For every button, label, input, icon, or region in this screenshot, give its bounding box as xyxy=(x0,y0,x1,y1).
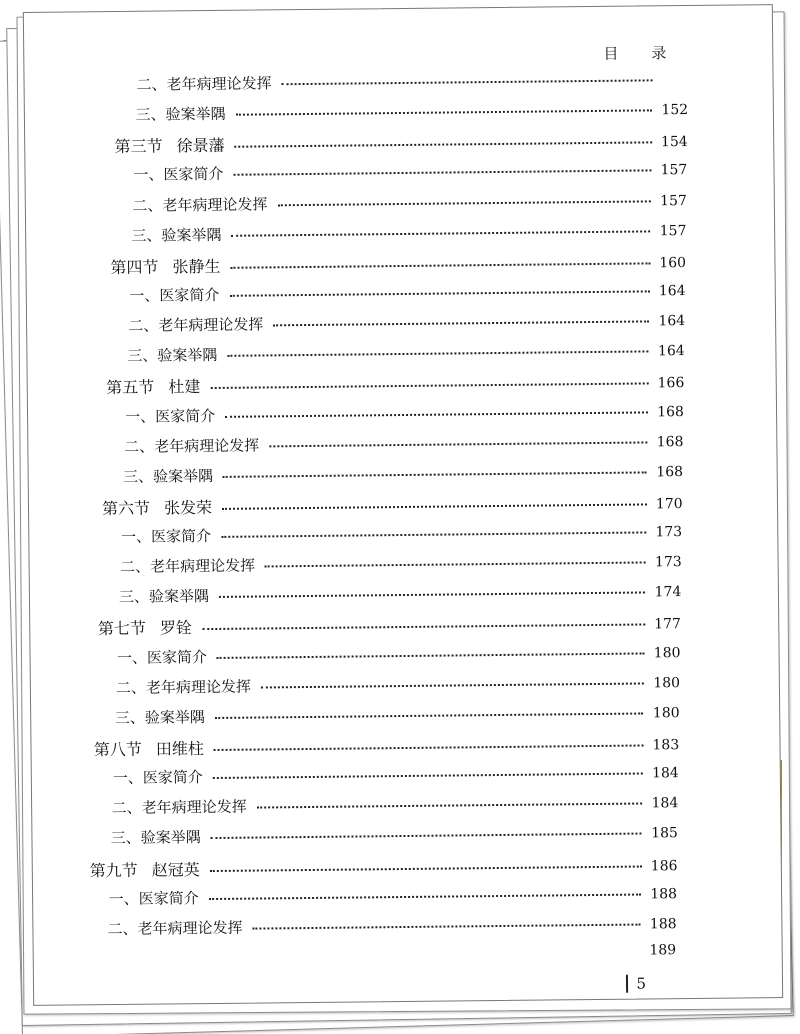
toc-section xyxy=(102,490,683,519)
entry-title: 一、医家简介 xyxy=(129,285,220,305)
section-title xyxy=(102,495,212,519)
toc-section xyxy=(110,249,686,278)
toc-entry xyxy=(120,550,682,577)
section-name: 张发荣 xyxy=(164,497,213,518)
dot-leader xyxy=(253,923,641,929)
toc-entry xyxy=(124,430,683,457)
entry-page: 185 xyxy=(651,825,678,842)
entry-title: 三、验案举隅 xyxy=(135,104,226,124)
dot-leader xyxy=(236,109,653,115)
dot-leader xyxy=(217,652,645,658)
entry-title: 三、验案举隅 xyxy=(118,587,210,607)
entry-page: 184 xyxy=(651,765,679,782)
toc-entry xyxy=(119,580,682,607)
dot-leader xyxy=(202,624,645,631)
entry-title: 一、医家简介 xyxy=(133,165,224,185)
toc-section xyxy=(114,128,687,157)
dot-leader xyxy=(213,773,643,780)
entry-page: 189 xyxy=(649,942,677,959)
entry-page: 152 xyxy=(661,102,689,119)
dot-leader xyxy=(269,441,647,447)
entry-title: 一、医家简介 xyxy=(112,768,203,788)
section-number: 第五节 xyxy=(106,377,155,398)
entry-page: 174 xyxy=(654,584,682,601)
section-title xyxy=(114,133,224,157)
toc-entry xyxy=(112,791,679,818)
entry-page: 157 xyxy=(660,192,687,209)
toc-entry xyxy=(113,761,679,788)
entry-title: 二、老年病理论发挥 xyxy=(124,436,260,456)
dot-leader xyxy=(211,833,642,840)
section-number: 第九节 xyxy=(89,860,138,880)
section-name: 杜建 xyxy=(168,377,201,397)
toc-entry xyxy=(132,189,687,216)
entry-page: 180 xyxy=(653,644,681,661)
section-title xyxy=(106,374,200,398)
entry-title: 一、医家简介 xyxy=(116,647,208,667)
toc-entry xyxy=(123,460,683,487)
dot-leader xyxy=(261,682,644,688)
dot-leader xyxy=(282,79,653,85)
entry-page: 164 xyxy=(657,343,685,360)
dot-leader xyxy=(230,262,650,268)
page-footer xyxy=(626,974,646,992)
dot-leader xyxy=(222,503,646,509)
toc-entry xyxy=(121,520,682,547)
entry-page: 180 xyxy=(653,674,681,692)
entry-page: 164 xyxy=(658,313,686,330)
entry-title: 一、医家简介 xyxy=(120,527,212,547)
entry-page: 166 xyxy=(657,375,685,392)
toc-entry xyxy=(128,309,685,336)
entry-page: 186 xyxy=(650,857,678,875)
section-name: 徐景藩 xyxy=(176,136,225,156)
dot-leader xyxy=(219,592,645,598)
page-number: 5 xyxy=(636,974,647,993)
toc-entry xyxy=(133,158,687,185)
entry-title: 二、老年病理论发挥 xyxy=(128,315,264,335)
entry-page: 157 xyxy=(660,162,688,179)
toc-section xyxy=(94,731,680,760)
section-number: 第八节 xyxy=(93,739,142,760)
entry-title: 一、医家简介 xyxy=(108,888,199,908)
section-number: 第六节 xyxy=(102,498,151,519)
entry-page: 173 xyxy=(654,554,682,571)
toc-entry xyxy=(115,701,680,728)
entry-title: 二、老年病理论发挥 xyxy=(111,797,247,818)
section-title xyxy=(98,616,192,640)
dot-leader xyxy=(215,712,644,718)
page-header: 目 录 xyxy=(603,44,681,63)
entry-title: 三、验案举隅 xyxy=(127,346,218,366)
entry-page: 160 xyxy=(659,254,687,272)
section-number: 第四节 xyxy=(110,257,159,277)
dot-leader xyxy=(229,290,649,296)
entry-title: 二、老年病理论发挥 xyxy=(132,194,268,215)
section-title xyxy=(90,857,200,881)
dot-leader xyxy=(257,803,643,809)
entry-title: 二、老年病理论发挥 xyxy=(115,677,252,697)
entry-page: 188 xyxy=(650,885,678,903)
toc-section xyxy=(90,852,678,881)
section-number: 第三节 xyxy=(114,136,163,157)
entry-title: 三、验案举隅 xyxy=(110,828,201,848)
dot-leader xyxy=(233,170,651,176)
toc-entry xyxy=(117,641,681,668)
dot-leader xyxy=(210,865,642,872)
entry-page: 183 xyxy=(652,737,680,754)
toc-section xyxy=(106,369,684,398)
toc-entry xyxy=(135,98,688,125)
section-title xyxy=(94,736,204,760)
entry-page: 177 xyxy=(654,616,681,633)
dot-leader xyxy=(214,745,643,751)
entry-page: 173 xyxy=(655,524,683,541)
table-of-contents xyxy=(24,5,782,1005)
entry-page: 168 xyxy=(657,403,684,420)
entry-page: 154 xyxy=(660,134,688,151)
dot-leader xyxy=(221,532,646,538)
entry-page: 168 xyxy=(656,433,684,450)
toc-entry xyxy=(131,219,686,246)
entry-title: 三、验案举隅 xyxy=(114,707,205,727)
entry-page: 184 xyxy=(651,795,679,812)
footer-rule xyxy=(626,975,628,993)
toc-entry xyxy=(106,942,676,964)
toc-entry xyxy=(109,882,678,909)
entry-title: 二、老年病理论发挥 xyxy=(119,556,256,577)
toc-entry xyxy=(129,279,685,306)
entry-page: 164 xyxy=(658,282,686,300)
dot-leader xyxy=(265,562,646,568)
dot-leader xyxy=(227,351,648,357)
dot-leader xyxy=(277,200,650,206)
entry-title: 一、医家简介 xyxy=(125,406,216,426)
entry-page: 170 xyxy=(655,495,683,513)
toc-entry xyxy=(111,822,678,849)
entry-page: 188 xyxy=(649,916,677,933)
section-name: 张静生 xyxy=(172,256,221,277)
entry-page: 168 xyxy=(656,463,684,481)
section-name: 赵冠英 xyxy=(151,859,200,880)
toc-entry xyxy=(107,912,676,939)
toc-page xyxy=(23,4,783,1006)
entry-page: 180 xyxy=(652,705,680,722)
dot-leader xyxy=(235,142,652,148)
dot-leader xyxy=(223,471,647,477)
toc-section xyxy=(98,611,681,640)
toc-entry xyxy=(125,400,684,427)
entry-title: 二、老年病理论发挥 xyxy=(107,918,243,938)
entry-title: 二、老年病理论发挥 xyxy=(136,74,272,94)
section-title xyxy=(110,254,220,278)
section-number: 第七节 xyxy=(97,619,147,639)
toc-entry xyxy=(136,68,688,95)
entry-title: 三、验案举隅 xyxy=(131,225,222,245)
dot-leader xyxy=(231,230,650,236)
toc-entry xyxy=(116,671,680,698)
dot-leader xyxy=(225,411,648,417)
dot-leader xyxy=(210,383,648,390)
entry-title: 三、验案举隅 xyxy=(123,466,214,486)
dot-leader xyxy=(209,893,641,900)
entry-page: 157 xyxy=(659,222,687,239)
section-name: 田维柱 xyxy=(155,739,204,759)
toc-entry xyxy=(127,339,685,366)
dot-leader xyxy=(273,321,649,327)
section-name: 罗铨 xyxy=(159,618,193,639)
